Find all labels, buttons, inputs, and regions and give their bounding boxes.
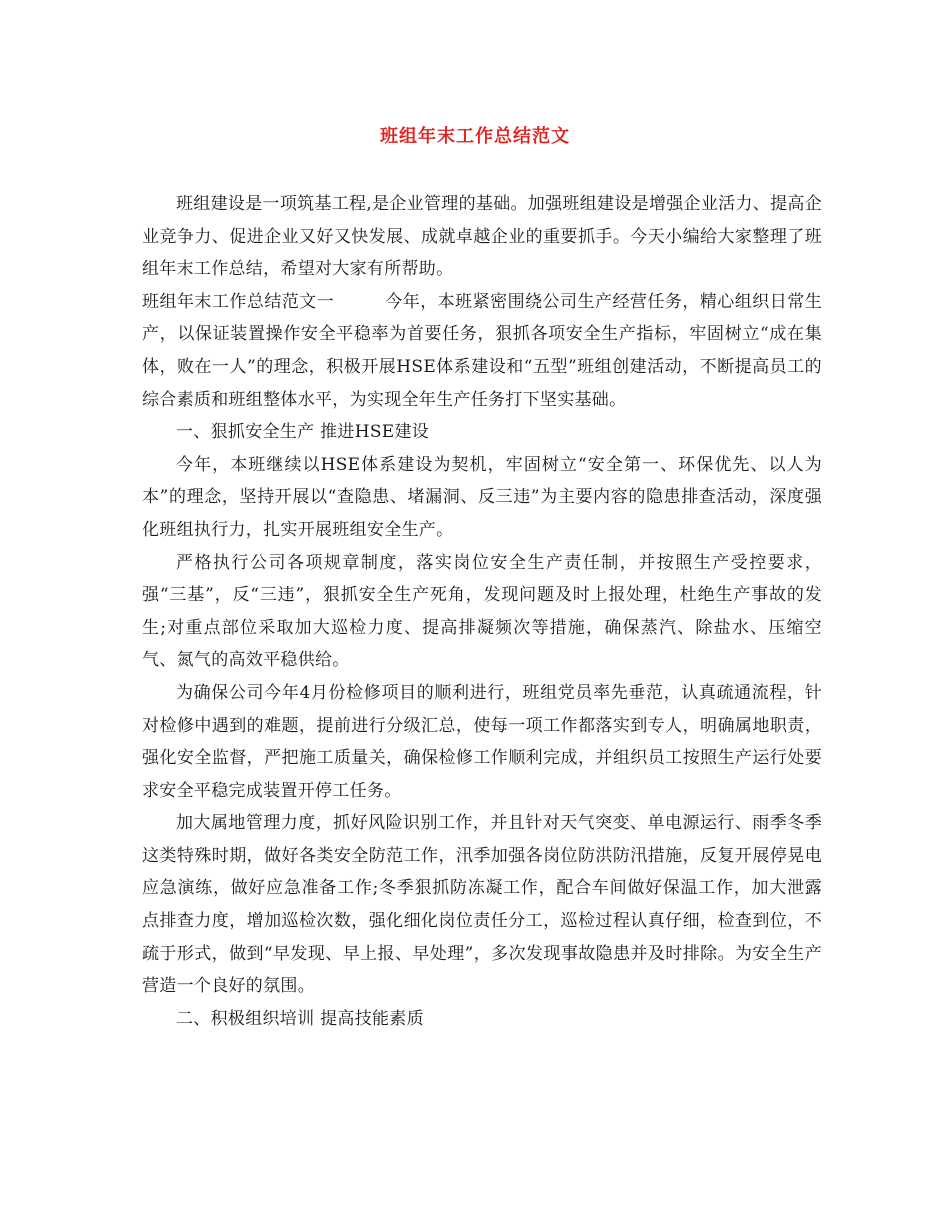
heading-safety: 一、狠抓安全生产 推进HSE建设 <box>176 422 430 443</box>
section-one-paragraph <box>142 286 822 416</box>
paragraph-maintenance: 为确保公司今年4月份检修项目的顺利进行，班组党员率先垂范，认真疏通流程，针对检修中遇到的难题，提前进行分级汇总，使每一项工作都落实到专人，明确属地职责，强化安全监督，严把施工质量关，确保检修工作顺利完成，并组织员工按照生产运行处要求安全平稳完成装置开停工任务。 <box>142 682 822 801</box>
intro-paragraph: 班组建设是一项筑基工程,是企业管理的基础。加强班组建设是增强企业活力、提高企业竞争力、促进企业又好又快发展、成就卓越企业的重要抓手。今天小编给大家整理了班组年末工作总结，希望对大家有所帮助。 <box>142 194 822 280</box>
paragraph-hse: 今年，本班继续以HSE体系建设为契机，牢固树立“安全第一、环保优先、以人为本”的理念，坚持开展以“查隐患、堵漏洞、反三违”为主要内容的隐患排查活动，深度强化班组执行力，扎实开展班组安全生产。 <box>142 454 822 540</box>
heading-training: 二、积极组织培训 提高技能素质 <box>176 1008 424 1029</box>
document-title: 班组年末工作总结范文 <box>380 126 570 147</box>
paragraph-regulations: 严格执行公司各项规章制度，落实岗位安全生产责任制，并按照生产受控要求，强“三基”，反“三违”，狠抓安全生产死角，发现问题及时上报处理，杜绝生产事故的发生;对重点部位采取加大巡检力度、提高排凝频次等措施，确保蒸汽、除盐水、压缩空气、氮气的高效平稳供给。 <box>142 552 822 671</box>
document-body <box>142 188 822 1035</box>
section-one-text: 今年，本班紧密围绕公司生产经营任务，精心组织日常生产，以保证装置操作安全平稳率为首要任务，狠抓各项安全生产指标，牢固树立“成在集体，败在一人”的理念，积极开展HSE体系建设和“五型”班组创建活动，不断提高员工的综合素质和班组整体水平，为实现全年生产任务打下坚实基础。 <box>142 291 822 410</box>
paragraph-territory: 加大属地管理力度，抓好风险识别工作，并且针对天气突变、单电源运行、雨季冬季这类特殊时期，做好各类安全防范工作，汛季加强各岗位防洪防汛措施，反复开展停晃电应急演练，做好应急准备工作;冬季狠抓防冻凝工作，配合车间做好保温工作，加大泄露点排查力度，增加巡检次数，强化细化岗位责任分工，巡检过程认真仔细，检查到位，不疏于形式，做到“早发现、早上报、早处理”，多次发现事故隐患并及时排除。为安全生产营造一个良好的氛围。 <box>142 813 822 997</box>
section-one-label: 班组年末工作总结范文一 <box>142 291 335 312</box>
